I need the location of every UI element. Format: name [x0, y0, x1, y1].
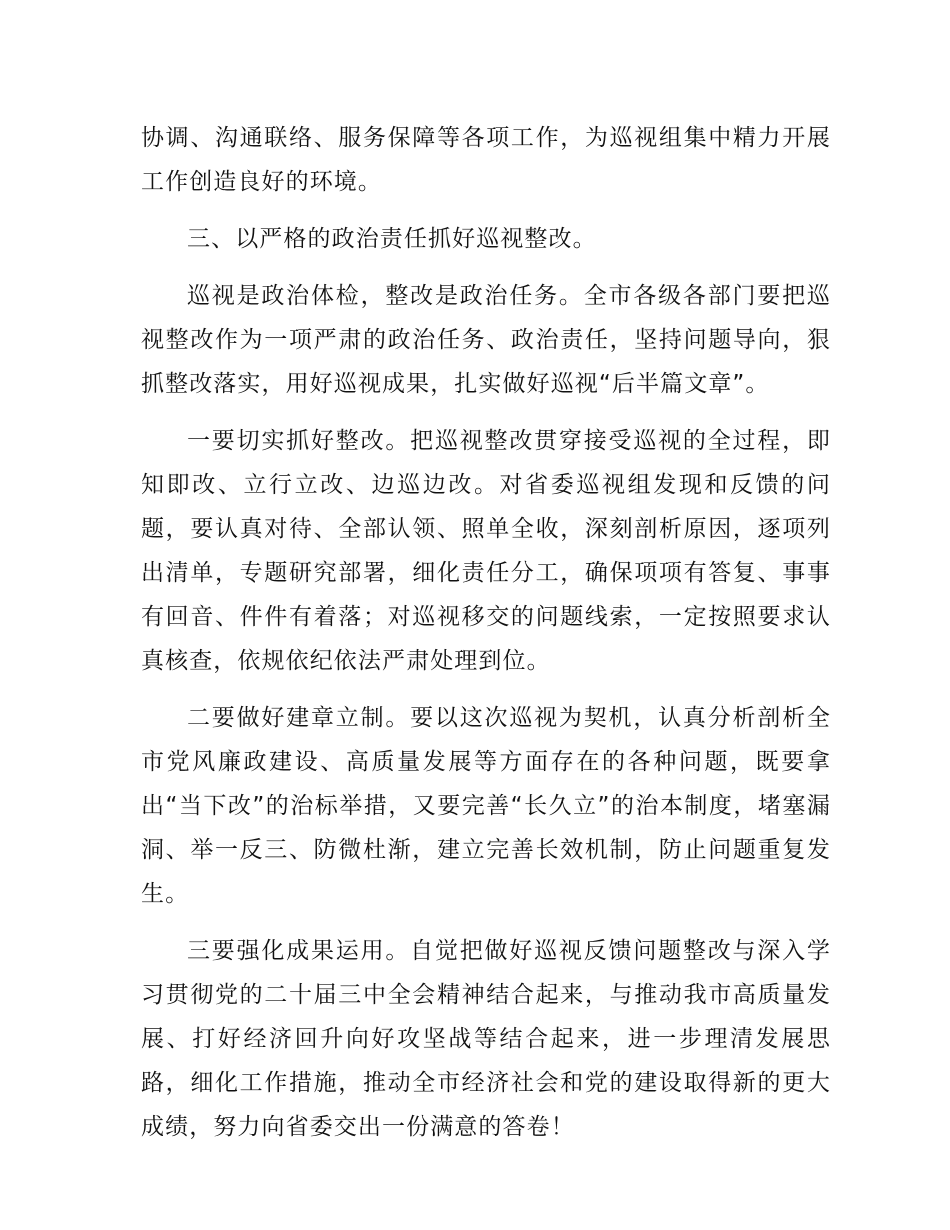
paragraph: 二要做好建章立制。要以这次巡视为契机，认真分析剖析全市党风廉政建设、高质量发展等方面存在的各种问题，既要拿出“当下改”的治标举措，又要完善“长久立”的治本制度，堵塞漏洞、举一反三、防微杜渐，建立完善长效机制，防止问题重复发生。: [141, 705, 831, 907]
paragraph: 巡视是政治体检，整改是政治任务。全市各级各部门要把巡视整改作为一项严肃的政治任务、政治责任，坚持问题导向，狠抓整改落实，用好巡视成果，扎实做好巡视“后半篇文章”。: [141, 283, 831, 397]
document-body: [141, 116, 831, 1162]
paragraph: 一要切实抓好整改。把巡视整改贯穿接受巡视的全过程，即知即改、立行立改、边巡边改。对省委巡视组发现和反馈的问题，要认真对待、全部认领、照单全收，深刻剖析原因，逐项列出清单，专题研究部署，细化责任分工，确保项项有答复、事事有回音、件件有着落；对巡视移交的问题线索，一定按照要求认真核查，依规依纪依法严肃处理到位。: [141, 428, 831, 674]
section-heading: 三、以严格的政治责任抓好巡视整改。: [187, 226, 597, 252]
paragraph-continuation: 协调、沟通联络、服务保障等各项工作，为巡视组集中精力开展工作创造良好的环境。: [141, 125, 831, 195]
paragraph: 三要强化成果运用。自觉把做好巡视反馈问题整改与深入学习贯彻党的二十届三中全会精神结合起来，与推动我市高质量发展、打好经济回升向好攻坚战等结合起来，进一步理清发展思路，细化工作措施，推动全市经济社会和党的建设取得新的更大成绩，努力向省委交出一份满意的答卷！: [141, 938, 831, 1140]
